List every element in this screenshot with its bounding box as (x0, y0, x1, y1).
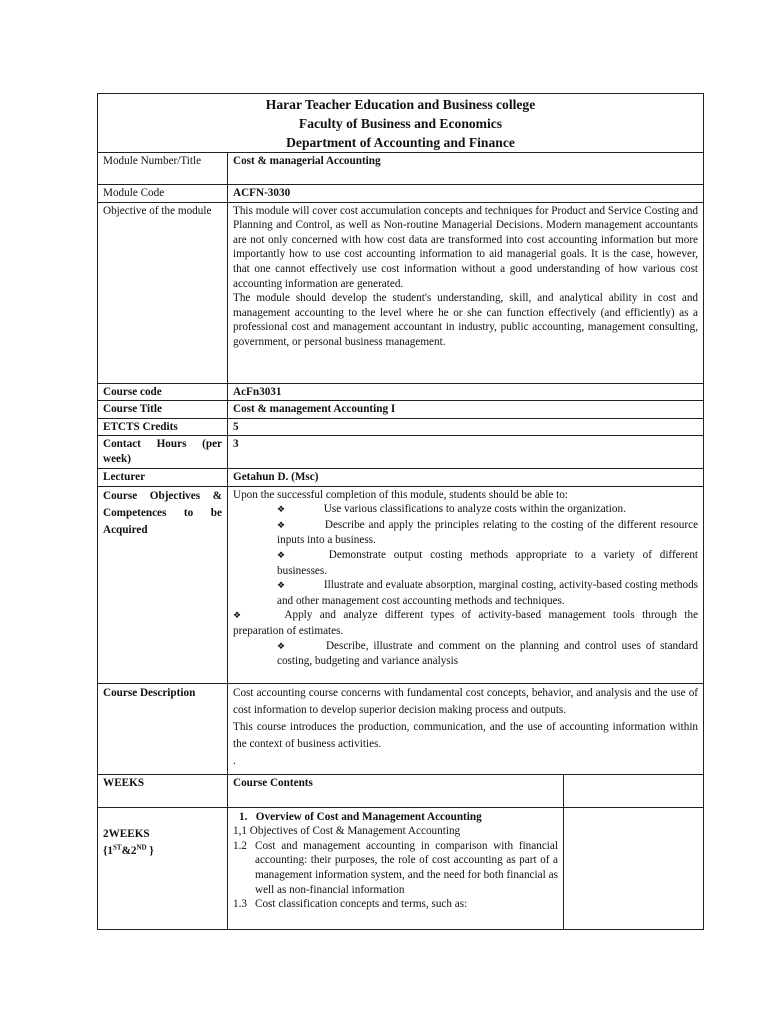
empty-cell (564, 774, 704, 807)
description-paragraph-1: Cost accounting course concerns with fundamental cost concepts, behavior, and analysis and the use of cost information to develop superior decision making process and outputs. (233, 686, 699, 716)
lecturer-label: Lecturer (98, 468, 228, 486)
diamond-bullet-icon: ❖ (277, 505, 286, 516)
faculty-name: Faculty of Business and Economics (298, 116, 503, 131)
credits-label: ETCTS Credits (98, 418, 228, 436)
objective-paragraph-1: This module will cover cost accumulation concepts and techniques for Product and Service Costing and Planning and Control, as well as Non-routine Managerial Decisions. Modern management accountants are not only concerned with how cost data are transformed into cost accounting information but more importantly how to use cost accounting information to aid managerial goals. It is the case, however, that one cannot effectively use cost information without a good understanding of how various cost accounting information are generated. (233, 204, 699, 290)
lecturer-value: Getahun D. (Msc) (228, 468, 704, 486)
week-1-row (98, 807, 704, 929)
course-code-value: AcFn3031 (228, 383, 704, 401)
objective-item: ❖ Demonstrate output costing methods appropriate to a variety of different businesses. (277, 548, 699, 577)
subtopic-1-2: 1.2 Cost and management accounting in comparison with financial accounting: their purposes, the role of cost accounting as part of a management information system, and the need for both financial as well as non-financial information (233, 839, 558, 896)
objective-paragraph-2: The module should develop the student's understanding, skill, and analytical ability in cost and management accounting to the level where he or she can function effectively (and efficiently) as a professional cost and management accountant in industry, public accounting, management consulting, government, or personal business management. (233, 292, 699, 348)
module-code-row (98, 185, 704, 203)
objective-item: ❖ Use various classifications to analyze costs within the organization. (233, 502, 698, 518)
course-code-row (98, 383, 704, 401)
subtopic-1-1: 1,1 Objectives of Cost & Management Accounting (233, 825, 461, 838)
document-page (97, 93, 703, 930)
diamond-bullet-icon: ❖ (233, 611, 242, 622)
module-code-value: ACFN-3030 (228, 185, 704, 203)
course-code-label: Course code (98, 383, 228, 401)
description-label: Course Description (98, 683, 228, 774)
lecturer-row (98, 468, 704, 486)
subtopic-1-3: 1.3 Cost classification concepts and terms, such as: (233, 898, 468, 911)
objective-item: ❖ Illustrate and evaluate absorption, marginal costing, activity-based costing methods and other management cost accounting methods and techniques. (277, 579, 699, 607)
college-name: Harar Teacher Education and Business college (265, 97, 536, 112)
description-paragraph-3: . (233, 754, 236, 767)
diamond-bullet-icon: ❖ (277, 520, 286, 531)
contact-hours-row (98, 436, 704, 468)
objectives-intro: Upon the successful completion of this module, students should be able to: (233, 488, 568, 501)
objective-item: ❖ Describe, illustrate and comment on the planning and control uses of standard costing, budgeting and variance analysis (277, 639, 699, 668)
objective-label: Objective of the module (98, 202, 228, 383)
diamond-bullet-icon: ❖ (277, 581, 286, 592)
module-title-value: Cost & managerial Accounting (228, 153, 704, 185)
contact-hours-label: Contact Hours (per week) (98, 436, 228, 468)
header-row (98, 94, 704, 153)
department-name: Department of Accounting and Finance (286, 135, 515, 150)
chapter-title: 1. Overview of Cost and Management Accounting (239, 810, 482, 823)
description-paragraph-2: This course introduces the production, communication, and the use of accounting information within the context of business activities. (233, 720, 699, 750)
week-1-contents (228, 807, 564, 929)
credits-value: 5 (228, 418, 704, 436)
module-title-row (98, 153, 704, 185)
course-title-value: Cost & management Accounting I (228, 401, 704, 419)
module-title-label: Module Number/Title (98, 153, 228, 185)
course-contents-header: Course Contents (228, 774, 564, 807)
diamond-bullet-icon: ❖ (277, 550, 286, 561)
diamond-bullet-icon: ❖ (277, 641, 286, 652)
objectives-row (98, 486, 704, 683)
course-title-label: Course Title (98, 401, 228, 419)
empty-cell (564, 807, 704, 929)
module-table (97, 93, 704, 930)
weeks-header-label: WEEKS (98, 774, 228, 807)
objective-row (98, 202, 704, 383)
weeks-header-row (98, 774, 704, 807)
objective-item: ❖ Describe and apply the principles relating to the costing of the different resource inputs into a business. (277, 518, 699, 547)
course-title-row (98, 401, 704, 419)
credits-row (98, 418, 704, 436)
week-1-label: 2WEEKS {1ST&2ND } (98, 807, 228, 929)
contact-hours-value: 3 (228, 436, 704, 468)
objective-item: ❖ Apply and analyze different types of activity-based management tools through the preparation of estimates. (233, 609, 699, 637)
objectives-label: Course Objectives & Competences to be Acquired (98, 486, 228, 683)
module-code-label: Module Code (98, 185, 228, 203)
description-row (98, 683, 704, 774)
